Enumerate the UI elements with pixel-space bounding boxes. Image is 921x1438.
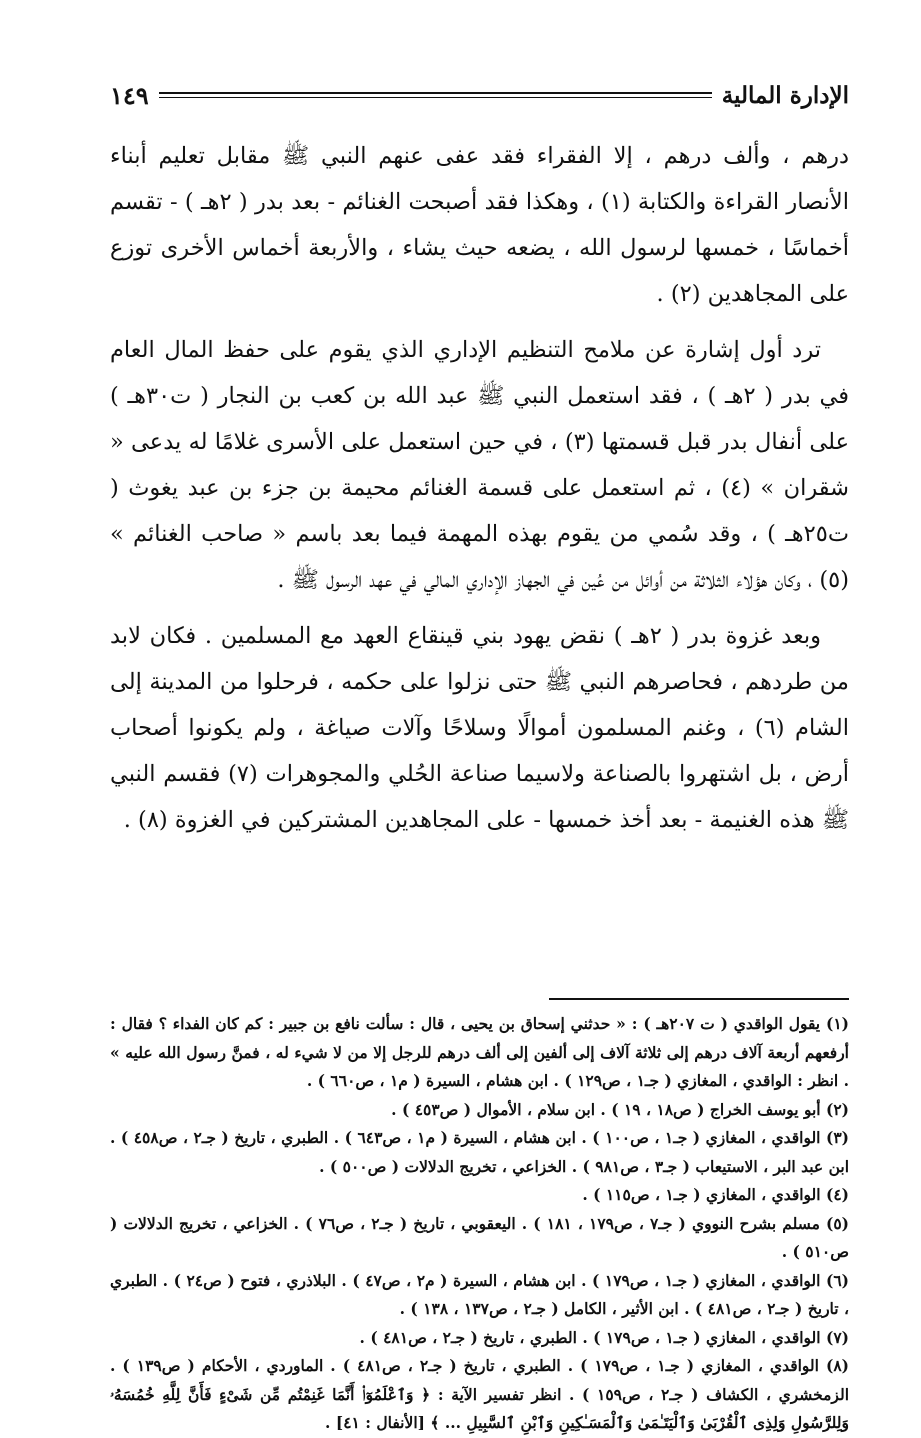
running-head: الإدارة المالية	[721, 81, 849, 109]
footnote-6: (٦) الواقدي ، المغازي ( جـ١ ، ص١٧٩ ) . ابن هشام ، السيرة ( م٢ ، ص٤٧ ) . البلاذري ، فتوح ( ص٢٤ ) . الطبري ، تاريخ ( جـ٢ ، ص٤٨١ ) . ابن الأثير ، الكامل ( جـ٢ ، ص١٣٧ ، ١٣٨ ) .	[110, 1270, 849, 1318]
paragraph-2: ترد أول إشارة عن ملامح التنظيم الإداري الذي يقوم على حفظ المال العام في بدر ( ٢هـ ) ، فقد استعمل النبي ﷺ عبد الله بن كعب بن النجار ( ت٣٠هـ ) على أنفال بدر قبل قسمتها (٣) ، في حين استعمل على الأسرى غلامًا له يدعى « شقران » (٤) ، ثم استعمل على قسمة الغنائم محيمة بن جزء بن عبد يغوث ( ت٢٥هـ ) ، وقد سُمي من يقوم بهذه المهمة فيما بعد باسم « صاحب الغنائم » (٥) ، وكان هؤلاء الثلاثة من أوائل من عُين في الجهاز الإداري المالي في عهد الرسول ﷺ .	[110, 337, 850, 593]
main-text	[110, 133, 849, 853]
paragraph-3: وبعد غزوة بدر ( ٢هـ ) نقض يهود بني قينقاع العهد مع المسلمين . فكان لابد من طردهم ، فحاصرهم النبي ﷺ حتى نزلوا على حكمه ، فرحلوا من المدينة إلى الشام (٦) ، وغنم المسلمون أموالًا وسلاحًا وآلات صياغة ، ولم يكونوا أصحاب أرض ، بل اشتهروا بالصناعة ولاسيما صناعة الحُلي والمجوهرات (٧) فقسم النبي ﷺ هذه الغنيمة - بعد أخذ خمسها - على المجاهدين المشتركين في الغزوة (٨) .	[110, 623, 849, 833]
footnotes	[110, 1010, 849, 1438]
header-rule	[159, 92, 712, 98]
footnote-4: (٤) الواقدي ، المغازي ( جـ١ ، ص١١٥ ) .	[582, 1185, 849, 1204]
footnote-8: (٨) الواقدي ، المغازي ( جـ١ ، ص١٧٩ ) . الطبري ، تاريخ ( جـ٢ ، ص٤٨١ ) . الماوردي ، الأحكام ( ص١٣٩ ) . الزمخشري ، الكشاف ( جـ٢ ، ص١٥٩ ) . انظر تفسير الآية : ﴿ وَٱعْلَمُوٓا۟ أَنَّمَا غَنِمْتُم مِّن شَىْءٍ فَأَنَّ لِلَّهِ خُمُسَهُۥ وَلِلرَّسُولِ وَلِذِى ٱلْقُرْبَىٰ وَٱلْيَتَـٰمَىٰ وَٱلْمَسَـٰكِينِ وَٱبْنِ ٱلسَّبِيلِ ... ﴾ [الأنفال : ٤١] .	[110, 1356, 849, 1432]
page-number: ١٤٩	[110, 80, 149, 110]
page-header	[110, 78, 849, 112]
footnote-7: (٧) الواقدي ، المغازي ( جـ١ ، ص١٧٩ ) . الطبري ، تاريخ ( جـ٢ ، ص٤٨١ ) .	[359, 1327, 849, 1347]
footnote-5: (٥) مسلم بشرح النووي ( جـ٧ ، ص١٧٩ ، ١٨١ ) . اليعقوبي ، تاريخ ( جـ٢ ، ص٧٦ ) . الخزاعي ، تخريج الدلالات ( ص٥١٠ ) .	[110, 1213, 849, 1261]
footnote-1: (١) يقول الواقدي ( ت ٢٠٧هـ ) : « حدثني إسحاق بن يحيى ، قال : سألت نافع بن جبير : كم كان الفداء ؟ فقال : أرفعهم أربعة آلاف درهم إلى ثلاثة آلاف إلى ألفين إلى ألف درهم للرجل إلا من لا شيء له ، فمنَّ رسول الله عليه » . انظر : الواقدي ، المغازي ( جـ١ ، ص١٢٩ ) . ابن هشام ، السيرة ( م١ ، ص٦٦٠ ) .	[110, 1014, 849, 1090]
footnote-3: (٣) الواقدي ، المغازي ( جـ١ ، ص١٠٠ ) . ابن هشام ، السيرة ( م١ ، ص٦٤٣ ) . الطبري ، تاريخ ( جـ٢ ، ص٤٥٨ ) . ابن عبد البر ، الاستيعاب ( جـ٣ ، ص٩٨١ ) . الخزاعي ، تخريج الدلالات ( ص٥٠٠ ) .	[110, 1128, 849, 1176]
paragraph-1: درهم ، وألف درهم ، إلا الفقراء فقد عفى عنهم النبي ﷺ مقابل تعليم أبناء الأنصار القراءة والكتابة (١) ، وهكذا فقد أصبحت الغنائم - بعد بدر ( ٢هـ ) - تقسم أخماسًا ، خمسها لرسول الله ، يضعه حيث يشاء ، والأربعة أخماس الأخرى توزع على المجاهدين (٢) .	[110, 143, 850, 307]
footnote-separator	[549, 998, 849, 1000]
footnote-2: (٢) أبو يوسف الخراج ( ص١٨ ، ١٩ ) . ابن سلام ، الأموال ( ص٤٥٣ ) .	[391, 1099, 849, 1119]
